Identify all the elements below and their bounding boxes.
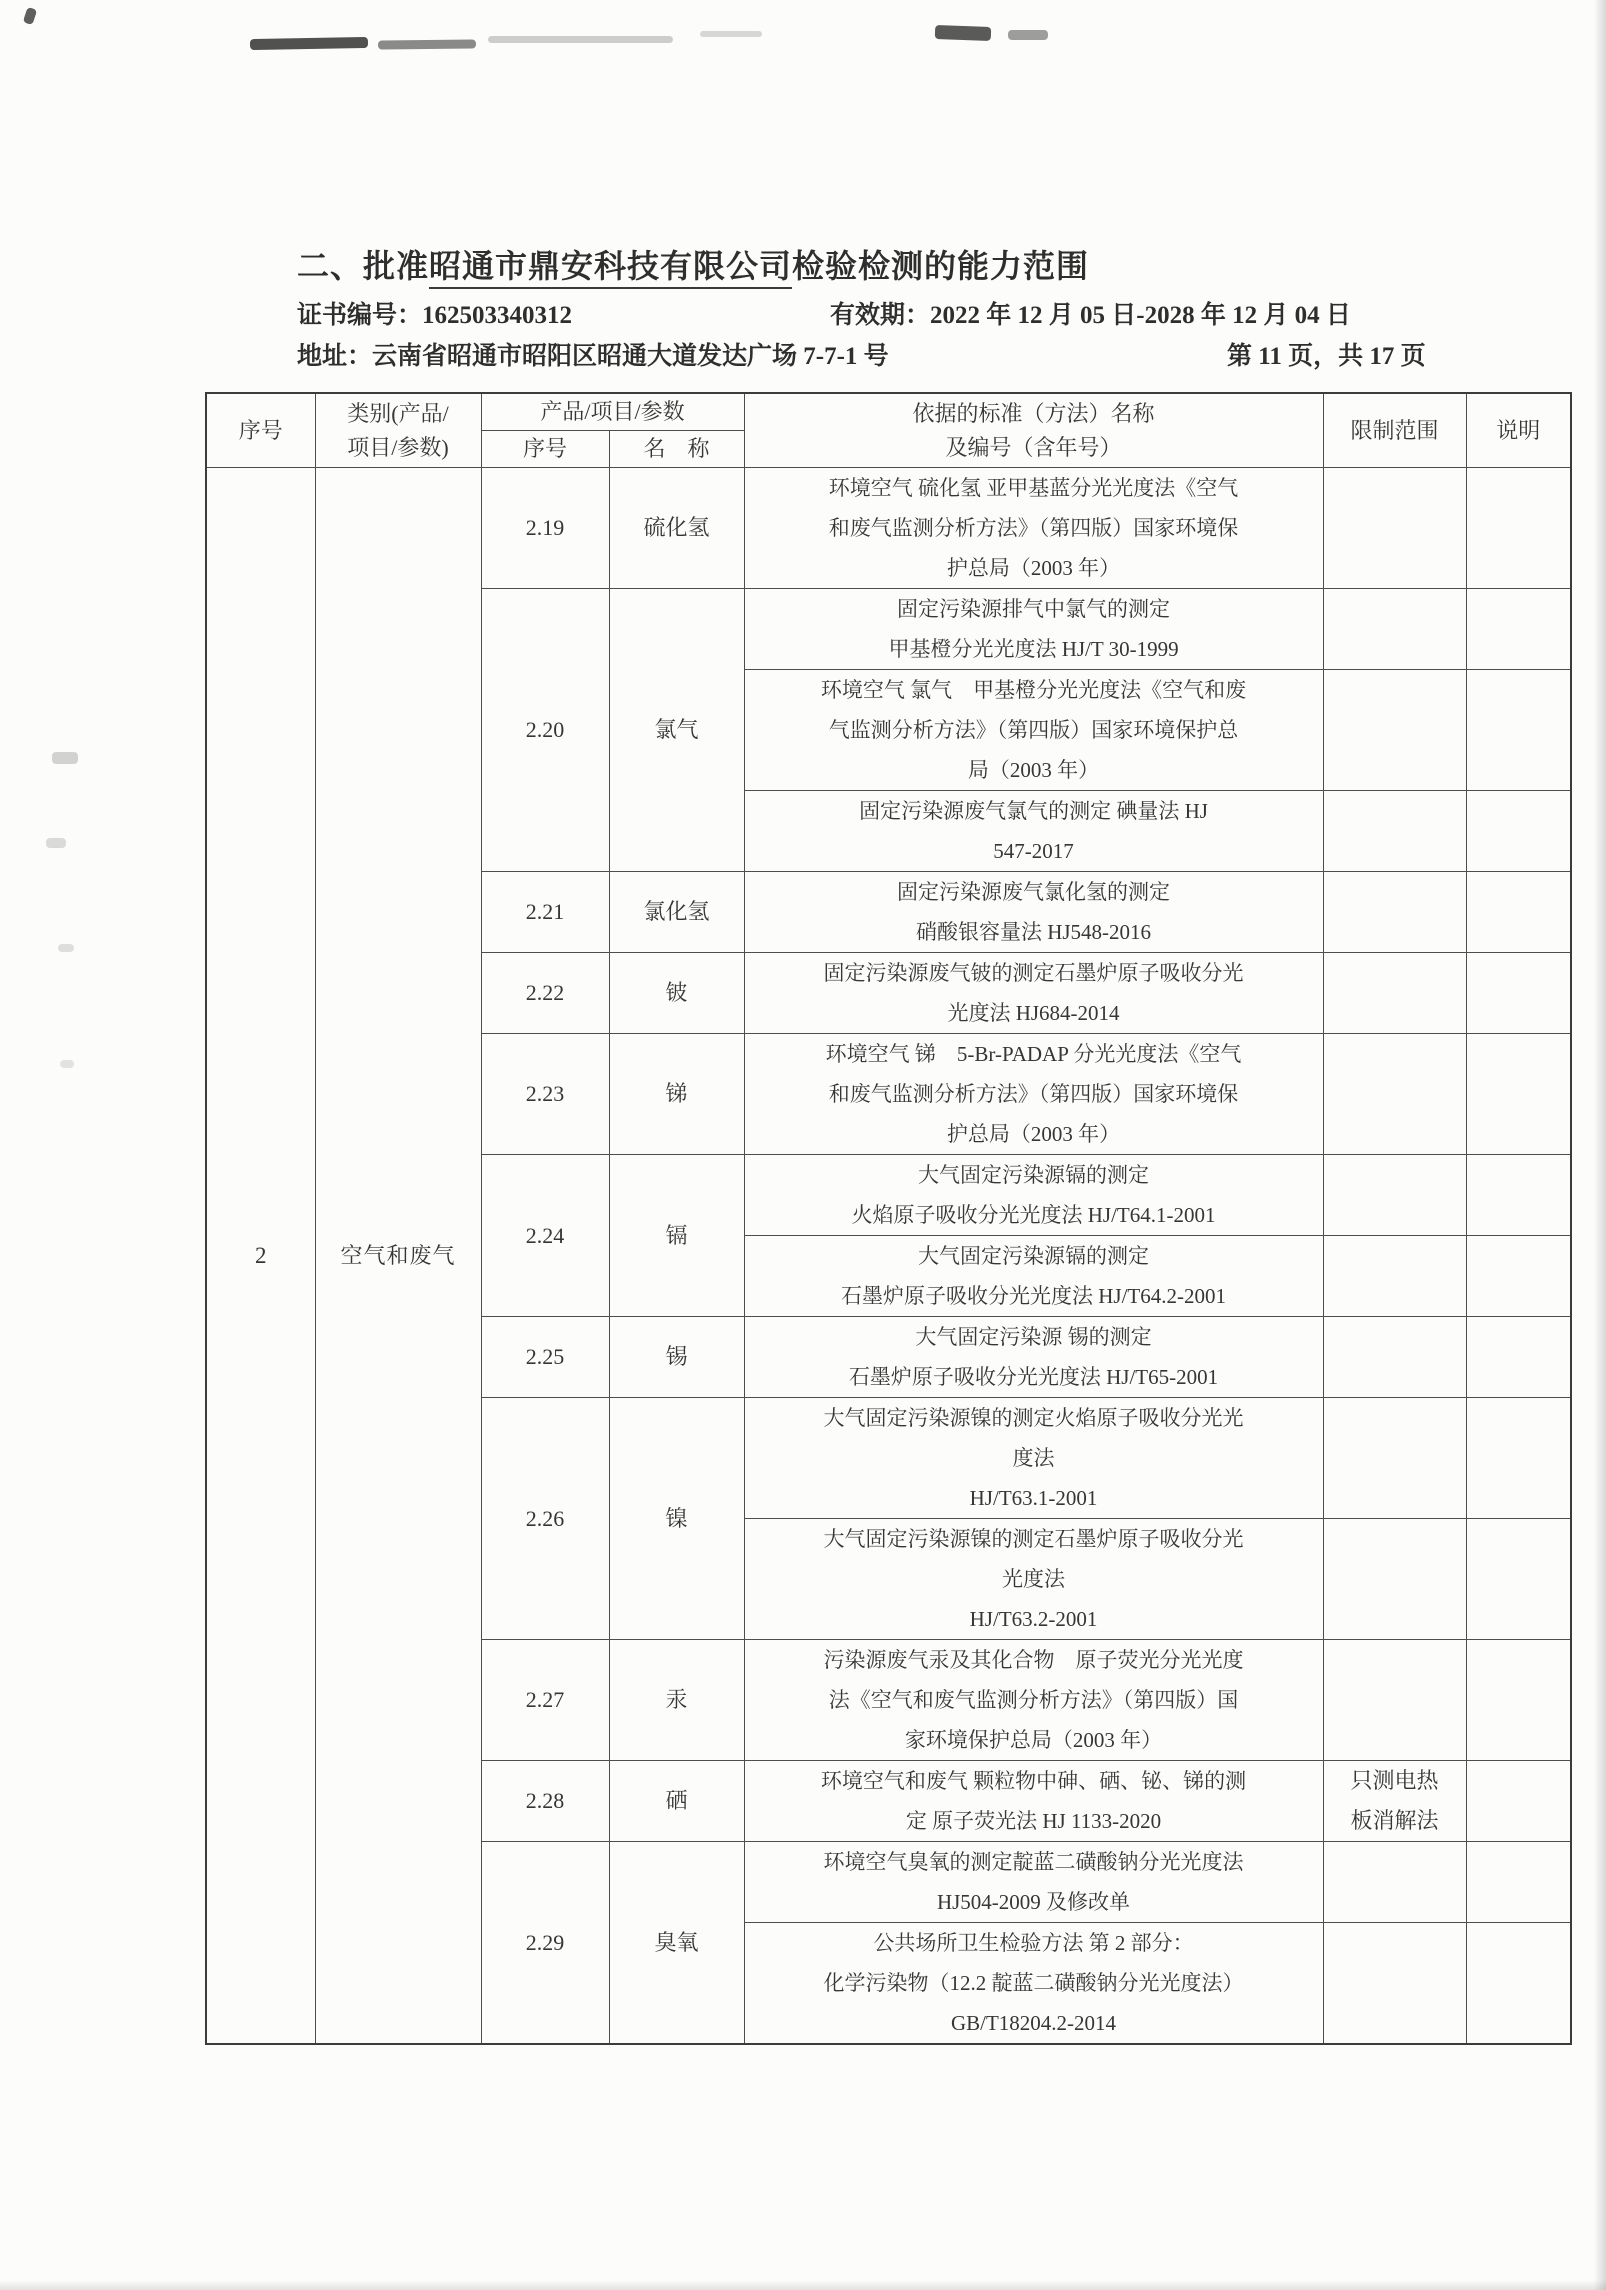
standard-cell [744, 1842, 1323, 1923]
scan-artifact [1008, 30, 1048, 40]
item-name-cell: 锑 [609, 1034, 744, 1155]
header-name: 名 称 [609, 431, 744, 468]
item-name-cell: 汞 [609, 1640, 744, 1761]
text-line: 项目/参数) [347, 434, 449, 460]
limit-cell [1323, 1761, 1466, 1842]
scan-artifact [52, 752, 78, 764]
scan-artifact [58, 944, 74, 952]
standard-cell [744, 670, 1323, 791]
standard-cell [744, 1317, 1323, 1398]
text-line: 局（2003 年） [967, 758, 1100, 782]
limit-cell [1323, 1923, 1466, 2045]
text-line: 及编号（含年号） [945, 434, 1122, 460]
text-line: 定 原子荧光法 HJ 1133-2020 [905, 1809, 1162, 1833]
note-cell [1466, 1398, 1571, 1519]
limit-cell [1323, 1519, 1466, 1640]
capability-table [205, 392, 1572, 2045]
table-row [206, 468, 1571, 589]
text-line: 大气固定污染源镉的测定 [918, 1163, 1150, 1187]
note-cell [1466, 1923, 1571, 2045]
text-line: 和废气监测分析方法》（第四版）国家环境保 [828, 1082, 1239, 1106]
header-note: 说明 [1466, 393, 1571, 468]
text-line: 护总局（2003 年） [946, 1122, 1121, 1146]
text-line: 板消解法 [1350, 1808, 1439, 1833]
text-line: 环境空气 锑 5-Br-PADAP 分光光度法《空气 [825, 1042, 1242, 1066]
header-category [315, 393, 481, 468]
validity-line [830, 295, 1351, 331]
limit-cell [1323, 1640, 1466, 1761]
standard-cell [744, 1155, 1323, 1236]
item-no-cell: 2.23 [481, 1034, 609, 1155]
limit-cell [1323, 872, 1466, 953]
text-line: 大气固定污染源镍的测定火焰原子吸收分光光 [823, 1406, 1244, 1430]
note-cell [1466, 1519, 1571, 1640]
text-line: 家环境保护总局（2003 年） [904, 1728, 1163, 1752]
text-line: 度法 [1012, 1446, 1055, 1470]
standard-cell [744, 1519, 1323, 1640]
text-line: 硝酸银容量法 HJ548-2016 [915, 920, 1152, 944]
text-line: 护总局（2003 年） [946, 556, 1121, 580]
item-name-cell: 臭氧 [609, 1842, 744, 2045]
text-line: 固定污染源废气氯化氢的测定 [897, 880, 1171, 904]
item-no-cell: 2.24 [481, 1155, 609, 1317]
standard-cell [744, 953, 1323, 1034]
text-line: 固定污染源废气氯气的测定 碘量法 HJ [859, 799, 1208, 823]
certificate-number-value: 162503340312 [422, 302, 573, 329]
text-line: 固定污染源排气中氯气的测定 [897, 597, 1171, 621]
text-line: 环境空气臭氧的测定靛蓝二磺酸钠分光光度法 [823, 1850, 1244, 1874]
scan-artifact [378, 39, 476, 49]
note-cell [1466, 1317, 1571, 1398]
page-number-info: 第 11 页，共 17 页 [1227, 343, 1426, 370]
note-cell [1466, 670, 1571, 791]
note-cell [1466, 1034, 1571, 1155]
scan-artifact [23, 7, 37, 25]
note-cell [1466, 1640, 1571, 1761]
standard-cell [744, 1761, 1323, 1842]
note-cell [1466, 1236, 1571, 1317]
text-line: HJ/T63.1-2001 [969, 1486, 1098, 1510]
limit-cell [1323, 468, 1466, 589]
limit-cell [1323, 589, 1466, 670]
limit-cell [1323, 953, 1466, 1034]
item-name-cell: 硫化氢 [609, 468, 744, 589]
note-cell [1466, 872, 1571, 953]
header-sub-no: 序号 [481, 431, 609, 468]
standard-cell [744, 468, 1323, 589]
text-line: 光度法 [1002, 1567, 1066, 1591]
item-no-cell: 2.22 [481, 953, 609, 1034]
text-line: 环境空气和废气 颗粒物中砷、硒、铋、锑的测 [820, 1769, 1247, 1793]
note-cell [1466, 468, 1571, 589]
text-line: 环境空气 硫化氢 亚甲基蓝分光光度法《空气 [828, 476, 1239, 500]
text-line: 化学污染物（12.2 靛蓝二磺酸钠分光光度法） [823, 1971, 1244, 1995]
note-cell [1466, 1842, 1571, 1923]
text-line: 类别(产品/ [347, 400, 449, 426]
item-no-cell: 2.29 [481, 1842, 609, 2045]
title-prefix: 二、批准 [297, 248, 430, 284]
note-cell [1466, 1155, 1571, 1236]
text-line: 大气固定污染源 锡的测定 [915, 1325, 1152, 1349]
item-name-cell: 氯化氢 [609, 872, 744, 953]
limit-cell [1323, 670, 1466, 791]
item-name-cell: 硒 [609, 1761, 744, 1842]
standard-cell [744, 1034, 1323, 1155]
text-line: 甲基橙分光光度法 HJ/T 30-1999 [888, 637, 1179, 661]
seq-cell: 2 [206, 468, 315, 2045]
limit-cell [1323, 1842, 1466, 1923]
category-cell: 空气和废气 [315, 468, 481, 2045]
text-line: 石墨炉原子吸收分光光度法 HJ/T65-2001 [848, 1365, 1219, 1389]
text-line: 固定污染源废气铍的测定石墨炉原子吸收分光 [823, 961, 1244, 985]
standard-cell [744, 1236, 1323, 1317]
scan-artifact [46, 838, 66, 848]
text-line: 只测电热 [1350, 1768, 1439, 1793]
limit-cell [1323, 1317, 1466, 1398]
text-line: 依据的标准（方法）名称 [912, 400, 1155, 426]
limit-cell [1323, 1236, 1466, 1317]
text-line: HJ/T63.2-2001 [969, 1607, 1098, 1631]
scan-artifact [700, 31, 762, 37]
address-line [297, 336, 889, 372]
note-cell [1466, 953, 1571, 1034]
limit-cell [1323, 1398, 1466, 1519]
company-name: 昭通市鼎安科技有限公司 [429, 248, 792, 289]
item-no-cell: 2.25 [481, 1317, 609, 1398]
validity-label: 有效期： [830, 302, 931, 329]
limit-cell [1323, 791, 1466, 872]
text-line: 气监测分析方法》（第四版）国家环境保护总 [828, 718, 1239, 742]
text-line: 环境空气 氯气 甲基橙分光光度法《空气和废 [820, 678, 1247, 702]
item-no-cell: 2.26 [481, 1398, 609, 1640]
address-value: 云南省昭通市昭阳区昭通大道发达广场 7-7-1 号 [372, 343, 889, 370]
title-suffix: 检验检测的能力范围 [792, 248, 1090, 284]
item-no-cell: 2.20 [481, 589, 609, 872]
page-title [297, 241, 1089, 287]
text-line: 和废气监测分析方法》（第四版）国家环境保 [828, 516, 1239, 540]
text-line: 火焰原子吸收分光光度法 HJ/T64.1-2001 [851, 1203, 1216, 1227]
item-no-cell: 2.28 [481, 1761, 609, 1842]
scan-artifact [60, 1060, 74, 1068]
scan-edge-shadow [0, 2280, 1606, 2290]
text-line: 公共场所卫生检验方法 第 2 部分： [873, 1931, 1194, 1955]
standard-cell [744, 589, 1323, 670]
note-cell [1466, 589, 1571, 670]
standard-cell [744, 1923, 1323, 2045]
validity-value: 2022 年 12 月 05 日-2028 年 12 月 04 日 [930, 302, 1351, 329]
item-no-cell: 2.21 [481, 872, 609, 953]
scan-artifact [250, 37, 368, 50]
text-line: 大气固定污染源镍的测定石墨炉原子吸收分光 [823, 1527, 1244, 1551]
text-line: GB/T18204.2-2014 [950, 2011, 1117, 2035]
item-name-cell: 镍 [609, 1398, 744, 1640]
certificate-number-line [297, 295, 572, 331]
scan-artifact [488, 36, 673, 43]
standard-cell [744, 1640, 1323, 1761]
item-name-cell: 铍 [609, 953, 744, 1034]
item-name-cell: 锡 [609, 1317, 744, 1398]
item-no-cell: 2.27 [481, 1640, 609, 1761]
table-header [206, 393, 1571, 468]
certificate-number-label: 证书编号： [297, 302, 423, 329]
standard-cell [744, 1398, 1323, 1519]
header-row-1 [206, 393, 1571, 431]
text-line: HJ504-2009 及修改单 [936, 1890, 1131, 1914]
header-product-group: 产品/项目/参数 [481, 393, 744, 431]
item-name-cell: 镉 [609, 1155, 744, 1317]
text-line: 光度法 HJ684-2014 [947, 1001, 1120, 1025]
text-line: 污染源废气汞及其化合物 原子荧光分光光度 [823, 1648, 1244, 1672]
standard-cell [744, 791, 1323, 872]
text-line: 石墨炉原子吸收分光光度法 HJ/T64.2-2001 [841, 1284, 1227, 1308]
scan-edge-shadow [1594, 0, 1606, 2290]
text-line: 大气固定污染源镉的测定 [918, 1244, 1150, 1268]
limit-cell [1323, 1034, 1466, 1155]
address-label: 地址： [297, 343, 373, 370]
standard-cell [744, 872, 1323, 953]
capability-table-body [206, 468, 1571, 2045]
header-standard [744, 393, 1323, 468]
item-name-cell: 氯气 [609, 589, 744, 872]
note-cell [1466, 1761, 1571, 1842]
text-line: 法《空气和废气监测分析方法》（第四版）国 [828, 1688, 1239, 1712]
header-seq: 序号 [206, 393, 315, 468]
limit-cell [1323, 1155, 1466, 1236]
header-limit: 限制范围 [1323, 393, 1466, 468]
note-cell [1466, 791, 1571, 872]
text-line: 547-2017 [993, 839, 1074, 863]
scan-artifact [935, 25, 991, 41]
item-no-cell: 2.19 [481, 468, 609, 589]
